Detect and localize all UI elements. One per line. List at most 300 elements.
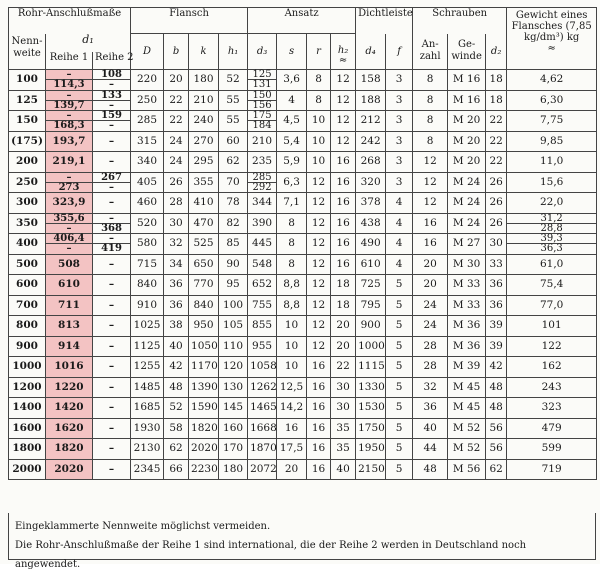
k-cell: 355	[189, 172, 219, 193]
d2-cell: 30	[486, 234, 507, 255]
b-cell: 40	[164, 336, 189, 357]
f-cell: 3	[386, 111, 413, 132]
nennweite-cell: 100	[9, 70, 46, 91]
b-cell: 36	[164, 295, 189, 316]
r-cell: 12	[307, 254, 331, 275]
d4-cell: 212	[356, 111, 386, 132]
gew-cell: M 33	[448, 275, 486, 296]
b-cell: 32	[164, 234, 189, 255]
f-cell: 4	[386, 213, 413, 234]
r-cell: 12	[307, 295, 331, 316]
reihe1-cell: –	[46, 70, 93, 80]
d2-cell: 39	[486, 336, 507, 357]
header-d4: d₄	[356, 34, 386, 70]
d2-cell: 26	[486, 193, 507, 214]
header-gewicht	[507, 8, 597, 70]
gewicht-cell: 9,85	[507, 131, 597, 152]
d2-cell: 56	[486, 439, 507, 460]
anz-cell: 44	[413, 439, 448, 460]
reihe1-cell: 193,7	[46, 131, 93, 152]
d2-cell: 18	[486, 70, 507, 91]
d3-cell: 184	[248, 121, 277, 131]
d-cell: 1485	[131, 377, 164, 398]
reihe2-cell: 133	[93, 90, 131, 100]
gewicht-cell: 101	[507, 316, 597, 337]
f-cell: 3	[386, 152, 413, 173]
header-d3: d₃	[248, 34, 277, 70]
s-cell: 5,9	[277, 152, 307, 173]
b-cell: 42	[164, 357, 189, 378]
d2-cell: 18	[486, 90, 507, 111]
k-cell: 840	[189, 295, 219, 316]
reihe1-cell: 1420	[46, 398, 93, 419]
d4-cell: 490	[356, 234, 386, 255]
d3-cell: 175	[248, 111, 277, 121]
r-cell: 12	[307, 234, 331, 255]
d3-cell: 150	[248, 90, 277, 100]
reihe2-cell: –	[93, 377, 131, 398]
d2-cell: 22	[486, 152, 507, 173]
d2-cell: 36	[486, 275, 507, 296]
reihe2-cell: –	[93, 193, 131, 214]
s-cell: 7,1	[277, 193, 307, 214]
s-cell: 14,2	[277, 398, 307, 419]
reihe1-cell: 219,1	[46, 152, 93, 173]
anz-cell: 16	[413, 234, 448, 255]
gewicht-cell: 61,0	[507, 254, 597, 275]
h1-cell: 82	[219, 213, 248, 234]
gewicht-cell: 599	[507, 439, 597, 460]
reihe1-cell: 114,3	[46, 80, 93, 90]
h1-cell: 145	[219, 398, 248, 419]
anz-cell: 12	[413, 193, 448, 214]
anz-cell: 16	[413, 213, 448, 234]
gew-cell: M 56	[448, 459, 486, 480]
d-cell: 285	[131, 111, 164, 132]
d-cell: 315	[131, 131, 164, 152]
gew-cell: M 36	[448, 316, 486, 337]
h1-cell: 100	[219, 295, 248, 316]
f-cell: 4	[386, 234, 413, 255]
reihe1-cell: 813	[46, 316, 93, 337]
table-row	[9, 131, 597, 152]
table-row	[9, 357, 597, 378]
gewicht-cell: 323	[507, 398, 597, 419]
b-cell: 22	[164, 90, 189, 111]
f-cell: 3	[386, 131, 413, 152]
h2-cell: 16	[331, 152, 356, 173]
f-cell: 5	[386, 377, 413, 398]
reihe2-cell: –	[93, 131, 131, 152]
gewicht-cell: 77,0	[507, 295, 597, 316]
reihe2-cell: –	[93, 254, 131, 275]
b-cell: 62	[164, 439, 189, 460]
d3-cell: 1668	[248, 418, 277, 439]
flange-table-body	[9, 70, 597, 480]
anz-cell: 20	[413, 254, 448, 275]
table-row	[9, 316, 597, 337]
anz-cell: 8	[413, 70, 448, 91]
d3-cell: 131	[248, 80, 277, 90]
h1-cell: 110	[219, 336, 248, 357]
reihe2-cell: –	[93, 418, 131, 439]
gewicht-cell: 31,2	[507, 213, 597, 223]
s-cell: 10	[277, 316, 307, 337]
header-flansch: Flansch	[131, 8, 248, 34]
r-cell: 12	[307, 316, 331, 337]
h2-cell: 12	[331, 70, 356, 91]
header-reihe1: Reihe 1	[46, 52, 93, 70]
s-cell: 10	[277, 357, 307, 378]
nennweite-cell: 350	[9, 213, 46, 234]
k-cell: 2230	[189, 459, 219, 480]
reihe2-cell: –	[93, 295, 131, 316]
gew-cell: M 16	[448, 70, 486, 91]
r-cell: 16	[307, 459, 331, 480]
table-row	[9, 295, 597, 316]
d4-cell: 610	[356, 254, 386, 275]
header-h2	[331, 34, 356, 70]
gewicht-cell: 6,30	[507, 90, 597, 111]
reihe2-cell: –	[93, 275, 131, 296]
d4-cell: 795	[356, 295, 386, 316]
nennweite-cell: 250	[9, 172, 46, 193]
gew-cell: M 52	[448, 418, 486, 439]
nennweite-cell: 200	[9, 152, 46, 173]
f-cell: 5	[386, 336, 413, 357]
gewicht-cell: 162	[507, 357, 597, 378]
nennweite-cell: 125	[9, 90, 46, 111]
header-h2-label: h₂	[337, 45, 349, 56]
header-r: r	[307, 34, 331, 70]
b-cell: 34	[164, 254, 189, 275]
s-cell: 8	[277, 213, 307, 234]
d2-cell: 26	[486, 172, 507, 193]
reihe1-cell: 914	[46, 336, 93, 357]
h1-cell: 60	[219, 131, 248, 152]
anz-cell: 48	[413, 459, 448, 480]
nennweite-cell: 2000	[9, 459, 46, 480]
f-cell: 5	[386, 418, 413, 439]
b-cell: 30	[164, 213, 189, 234]
reihe1-cell: 273	[46, 182, 93, 192]
footer-note-series: Die Rohr-Anschlußmaße der Reihe 1 sind international, die der Reihe 2 werden in Deutschland noch angewendet.	[15, 540, 527, 570]
d2-cell: 48	[486, 377, 507, 398]
gewicht-cell: 7,75	[507, 111, 597, 132]
h2-cell: 30	[331, 398, 356, 419]
table-row	[9, 275, 597, 296]
reihe2-cell: 159	[93, 111, 131, 121]
header-D: D	[131, 34, 164, 70]
reihe1-cell: –	[46, 90, 93, 100]
reihe2-cell: –	[93, 357, 131, 378]
header-b: b	[164, 34, 189, 70]
d3-cell: 292	[248, 182, 277, 192]
d-cell: 250	[131, 90, 164, 111]
nennweite-cell: 300	[9, 193, 46, 214]
s-cell: 4,5	[277, 111, 307, 132]
reihe2-cell: –	[93, 80, 131, 90]
header-schrauben: Schrauben	[413, 8, 507, 34]
h2-cell: 20	[331, 316, 356, 337]
reihe1-cell: 355,6	[46, 213, 93, 223]
d2-cell: 48	[486, 398, 507, 419]
table-row	[9, 90, 597, 100]
h2-cell: 12	[331, 90, 356, 111]
h1-cell: 78	[219, 193, 248, 214]
anz-cell: 12	[413, 172, 448, 193]
k-cell: 1170	[189, 357, 219, 378]
gewicht-cell: 75,4	[507, 275, 597, 296]
anz-cell: 8	[413, 111, 448, 132]
d2-cell: 22	[486, 111, 507, 132]
header-k: k	[189, 34, 219, 70]
k-cell: 470	[189, 213, 219, 234]
b-cell: 26	[164, 172, 189, 193]
reihe1-cell: –	[46, 244, 93, 254]
nennweite-cell: 500	[9, 254, 46, 275]
d3-cell: 344	[248, 193, 277, 214]
d-cell: 520	[131, 213, 164, 234]
b-cell: 22	[164, 111, 189, 132]
d3-cell: 285	[248, 172, 277, 182]
nennweite-cell: 1000	[9, 357, 46, 378]
r-cell: 10	[307, 111, 331, 132]
anz-cell: 36	[413, 398, 448, 419]
table-row	[9, 439, 597, 460]
header-nennweite: Nenn-weite	[9, 34, 46, 70]
b-cell: 58	[164, 418, 189, 439]
anz-cell: 32	[413, 377, 448, 398]
header-gewicht-approx: ≈	[547, 43, 556, 54]
d4-cell: 188	[356, 90, 386, 111]
header-rohr-anschlussmasse: Rohr-Anschlußmaße	[9, 8, 131, 34]
d-cell: 2345	[131, 459, 164, 480]
h2-cell: 35	[331, 418, 356, 439]
nennweite-cell: 1800	[9, 439, 46, 460]
d4-cell: 320	[356, 172, 386, 193]
header-d2: d₂	[486, 34, 507, 70]
reihe1-cell: –	[46, 172, 93, 182]
table-row	[9, 152, 597, 173]
k-cell: 770	[189, 275, 219, 296]
d3-cell: 125	[248, 70, 277, 80]
r-cell: 8	[307, 90, 331, 111]
gew-cell: M 16	[448, 90, 486, 111]
f-cell: 5	[386, 459, 413, 480]
h2-cell: 16	[331, 193, 356, 214]
d4-cell: 725	[356, 275, 386, 296]
h1-cell: 55	[219, 111, 248, 132]
nennweite-cell: 400	[9, 234, 46, 255]
r-cell: 16	[307, 377, 331, 398]
anz-cell: 24	[413, 316, 448, 337]
r-cell: 16	[307, 439, 331, 460]
h1-cell: 170	[219, 439, 248, 460]
d3-cell: 156	[248, 100, 277, 110]
h2-cell: 16	[331, 172, 356, 193]
gewicht-cell: 22,0	[507, 193, 597, 214]
anz-cell: 28	[413, 357, 448, 378]
h1-cell: 55	[219, 90, 248, 111]
h2-cell: 18	[331, 275, 356, 296]
d3-cell: 652	[248, 275, 277, 296]
d-cell: 1025	[131, 316, 164, 337]
r-cell: 12	[307, 172, 331, 193]
header-gewicht-label: Gewicht eines Flansches (7,85 kg/dm³) kg	[511, 10, 592, 43]
d-cell: 1255	[131, 357, 164, 378]
flange-dimensions-table	[8, 7, 597, 480]
k-cell: 1390	[189, 377, 219, 398]
s-cell: 5,4	[277, 131, 307, 152]
anz-cell: 20	[413, 275, 448, 296]
gewicht-cell: 243	[507, 377, 597, 398]
f-cell: 4	[386, 254, 413, 275]
reihe2-cell: –	[93, 336, 131, 357]
k-cell: 295	[189, 152, 219, 173]
d3-cell: 855	[248, 316, 277, 337]
reihe2-cell: 108	[93, 70, 131, 80]
header-reihe2: Reihe 2	[93, 52, 131, 70]
h2-cell: 35	[331, 439, 356, 460]
table-row	[9, 398, 597, 419]
r-cell: 16	[307, 357, 331, 378]
h2-cell: 16	[331, 254, 356, 275]
d2-cell: 36	[486, 295, 507, 316]
header-h1: h₁	[219, 34, 248, 70]
s-cell: 12,5	[277, 377, 307, 398]
table-row	[9, 111, 597, 121]
b-cell: 24	[164, 131, 189, 152]
k-cell: 525	[189, 234, 219, 255]
gew-cell: M 24	[448, 193, 486, 214]
d2-cell: 26	[486, 213, 507, 234]
gewicht-cell: 11,0	[507, 152, 597, 173]
gewicht-cell: 15,6	[507, 172, 597, 193]
table-row	[9, 234, 597, 244]
nennweite-cell: 1400	[9, 398, 46, 419]
k-cell: 240	[189, 111, 219, 132]
nennweite-cell: 900	[9, 336, 46, 357]
d3-cell: 755	[248, 295, 277, 316]
anz-cell: 12	[413, 152, 448, 173]
header-dichtleiste: Dichtleiste	[356, 8, 413, 34]
gew-cell: M 45	[448, 398, 486, 419]
b-cell: 38	[164, 316, 189, 337]
gew-cell: M 45	[448, 377, 486, 398]
d3-cell: 1262	[248, 377, 277, 398]
b-cell: 52	[164, 398, 189, 419]
d3-cell: 1870	[248, 439, 277, 460]
d3-cell: 1058	[248, 357, 277, 378]
d-cell: 1685	[131, 398, 164, 419]
r-cell: 16	[307, 418, 331, 439]
gew-cell: M 30	[448, 254, 486, 275]
h2-cell: 18	[331, 295, 356, 316]
gew-cell: M 24	[448, 172, 486, 193]
k-cell: 270	[189, 131, 219, 152]
f-cell: 5	[386, 275, 413, 296]
header-ansatz: Ansatz	[248, 8, 356, 34]
nennweite-cell: 800	[9, 316, 46, 337]
f-cell: 4	[386, 193, 413, 214]
table-row	[9, 70, 597, 80]
reihe1-cell: –	[46, 111, 93, 121]
reihe1-cell: 1820	[46, 439, 93, 460]
header-s: s	[277, 34, 307, 70]
d3-cell: 210	[248, 131, 277, 152]
table-row	[9, 213, 597, 223]
reihe2-cell: 267	[93, 172, 131, 182]
h1-cell: 90	[219, 254, 248, 275]
reihe2-cell: –	[93, 152, 131, 173]
reihe2-cell: –	[93, 121, 131, 131]
table-row	[9, 418, 597, 439]
nennweite-cell: 700	[9, 295, 46, 316]
reihe1-cell: 139,7	[46, 100, 93, 110]
d4-cell: 1950	[356, 439, 386, 460]
b-cell: 66	[164, 459, 189, 480]
d-cell: 340	[131, 152, 164, 173]
table-row	[9, 377, 597, 398]
reihe1-cell: 610	[46, 275, 93, 296]
d3-cell: 955	[248, 336, 277, 357]
h2-cell: 40	[331, 459, 356, 480]
d2-cell: 39	[486, 316, 507, 337]
k-cell: 210	[189, 90, 219, 111]
h1-cell: 95	[219, 275, 248, 296]
reihe1-cell: –	[46, 223, 93, 233]
h1-cell: 130	[219, 377, 248, 398]
reihe2-cell: 368	[93, 223, 131, 233]
reihe2-cell: –	[93, 182, 131, 192]
f-cell: 5	[386, 398, 413, 419]
d-cell: 910	[131, 295, 164, 316]
r-cell: 10	[307, 131, 331, 152]
f-cell: 5	[386, 357, 413, 378]
k-cell: 1050	[189, 336, 219, 357]
gew-cell: M 36	[448, 336, 486, 357]
footer-note-bracketed: Eingeklammerte Nennweite möglichst vermeiden.	[15, 521, 271, 532]
gew-cell: M 33	[448, 295, 486, 316]
s-cell: 4	[277, 90, 307, 111]
d-cell: 460	[131, 193, 164, 214]
h1-cell: 70	[219, 172, 248, 193]
d-cell: 2130	[131, 439, 164, 460]
h1-cell: 85	[219, 234, 248, 255]
reihe1-cell: 508	[46, 254, 93, 275]
b-cell: 28	[164, 193, 189, 214]
d2-cell: 33	[486, 254, 507, 275]
nennweite-cell: 1600	[9, 418, 46, 439]
gew-cell: M 20	[448, 131, 486, 152]
reihe1-cell: 2020	[46, 459, 93, 480]
d3-cell: 1465	[248, 398, 277, 419]
d4-cell: 1115	[356, 357, 386, 378]
reihe2-cell: –	[93, 316, 131, 337]
s-cell: 8,8	[277, 295, 307, 316]
d3-cell: 390	[248, 213, 277, 234]
reihe1-cell: 168,3	[46, 121, 93, 131]
h1-cell: 105	[219, 316, 248, 337]
reihe2-cell: –	[93, 459, 131, 480]
r-cell: 12	[307, 275, 331, 296]
gew-cell: M 24	[448, 213, 486, 234]
gew-cell: M 20	[448, 152, 486, 173]
d3-cell: 235	[248, 152, 277, 173]
anz-cell: 28	[413, 336, 448, 357]
d4-cell: 158	[356, 70, 386, 91]
